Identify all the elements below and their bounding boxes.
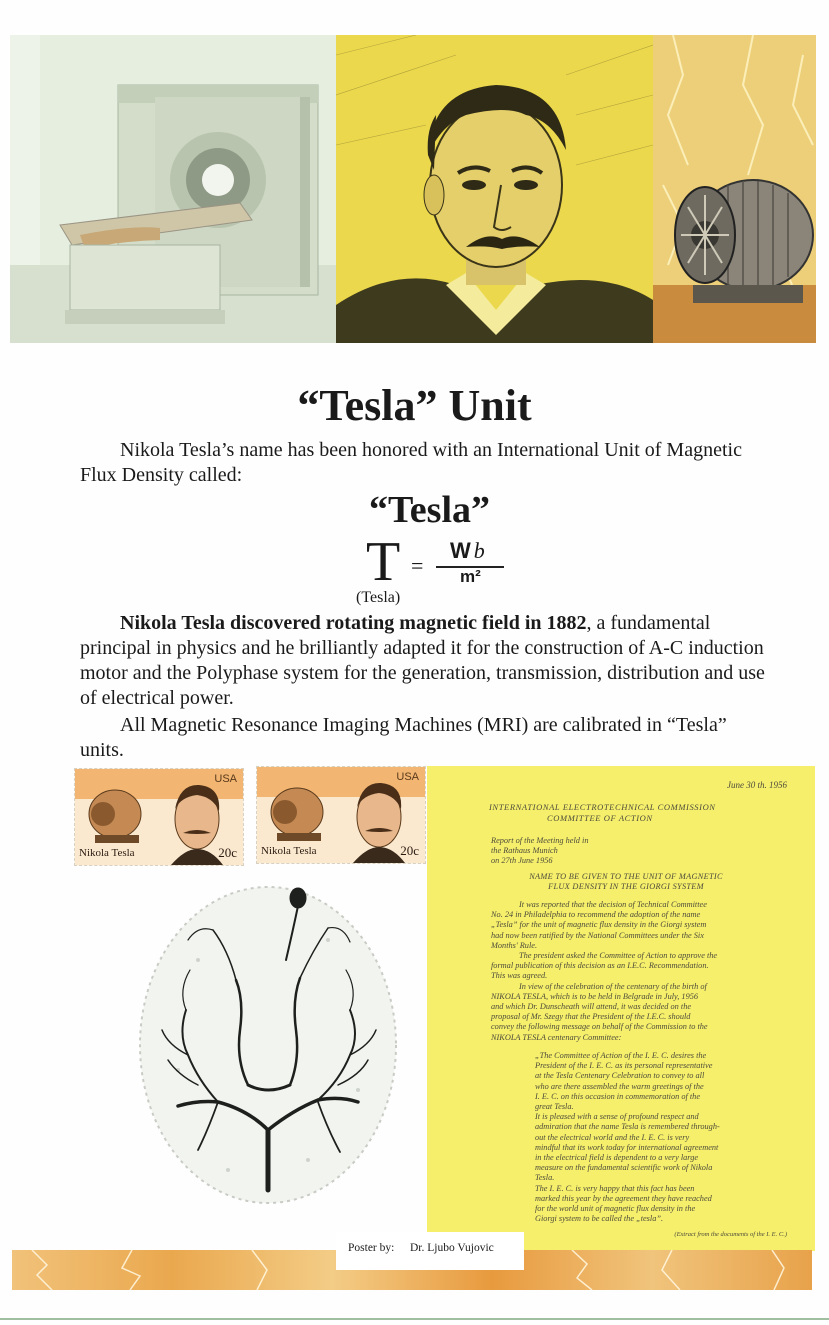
formula-equals: = (411, 553, 424, 578)
document-org-line2: COMMITTEE OF ACTION (547, 813, 653, 823)
quote-line: It is pleased with a sense of profound respect and (535, 1112, 699, 1122)
discovery-bold-text: Nikola Tesla discovered rotating magnetic field in 1882 (120, 612, 587, 634)
formula-symbol: T (366, 531, 401, 593)
postage-stamp (256, 766, 426, 864)
stamp-value: 20c (400, 843, 419, 858)
formula-numerator (450, 538, 485, 564)
mri-machine-photo (10, 35, 336, 343)
tesla-portrait (336, 35, 653, 343)
quote-line: out the electrical world and the I. E. C. is very (535, 1132, 690, 1142)
report-line: on 27th June 1956 (491, 856, 553, 866)
credit-label: Poster by: (348, 1242, 395, 1254)
bottom-rule (0, 1318, 829, 1320)
quote-line: mindful that its work today for international agreement (535, 1142, 719, 1152)
iec-document (427, 766, 815, 1251)
body-line: It was reported that the decision of Technical Committee (519, 900, 707, 909)
stamp-name: Nikola Tesla (79, 847, 135, 859)
document-date: June 30 th. 1956 (727, 780, 787, 790)
stamp-country: USA (396, 771, 419, 783)
stamp-country: USA (214, 773, 237, 785)
report-line: Report of the Meeting held in (491, 836, 589, 845)
quote-line: I. E. C. on this occasion in commemoration of the (535, 1091, 700, 1101)
brain-angiogram-image (118, 870, 418, 1210)
body-line: Months' Rule. (491, 940, 538, 950)
formula-denominator: m² (460, 567, 481, 586)
induction-motor-photo (653, 35, 816, 343)
report-line: the Rathaus Munich (491, 846, 558, 856)
quote-line: Tesla. (535, 1173, 555, 1183)
document-footer: (Extract from the documents of the I. E. C.) (674, 1231, 787, 1238)
poster-credit (336, 1232, 524, 1270)
quote-line: marked this year by the agreement they have reached (535, 1193, 712, 1203)
body-line: In view of the celebration of the centenary of the birth of (519, 981, 707, 991)
heading-line: FLUX DENSITY IN THE GIORGI SYSTEM (548, 882, 704, 892)
quote-line: in the electrical field is dependent to a very large (535, 1153, 699, 1163)
intro-text: Nikola Tesla’s name has been honored with an International Unit of Magnetic Flux Density called: (80, 439, 742, 486)
credit-name: Dr. Ljubo Vujovic (410, 1242, 494, 1254)
formula-numerator-main: W (450, 538, 471, 563)
document-quote (535, 1051, 785, 1224)
heading-line: NAME TO BE GIVEN TO THE UNIT OF MAGNETIC (529, 872, 723, 881)
unit-name: “Tesla” (368, 489, 491, 531)
body-line: formal publication of this decision as an I.E.C. Recommendation. (491, 961, 709, 971)
quote-line: who are there assembled the warm greetings of the (535, 1081, 704, 1091)
stamp-name: Nikola Tesla (261, 845, 317, 857)
intro-paragraph (80, 438, 760, 488)
discovery-paragraph (80, 611, 770, 711)
body-line: „Tesla” for the unit of magnetic flux density in the Giorgi system (491, 920, 707, 930)
body-line: NIKOLA TESLA centenary Committee: (491, 1032, 622, 1042)
quote-line: measure on the fundamental scientific work of Nikola (535, 1163, 713, 1173)
quote-line: President of the I. E. C. as its personal representative (535, 1061, 713, 1071)
quote-line: admiration that the name Tesla is remembered through- (535, 1122, 720, 1132)
body-line: This was agreed. (491, 971, 548, 981)
body-line: proposal of Mr. Szegy that the President of the I.E.C. should (491, 1012, 691, 1022)
mri-text: All Magnetic Resonance Imaging Machines (MRI) are calibrated in “Tesla” units. (80, 714, 727, 761)
document-report (491, 836, 588, 867)
quote-line: at the Tesla Centenary Celebration to convey to all (535, 1071, 705, 1081)
quote-line: „The Committee of Action of the I. E. C. desires the (535, 1051, 707, 1060)
body-line: The president asked the Committee of Action to approve the (519, 951, 718, 961)
document-body (491, 900, 791, 1043)
quote-line: great Tesla. (535, 1102, 574, 1112)
postage-stamp (74, 768, 244, 866)
body-line: and which Dr. Dunscheath will attend, it was decided on the (491, 1002, 692, 1012)
body-line: convey the following message on behalf of the Commission to the (491, 1022, 708, 1032)
body-line: NIKOLA TESLA, which is to be held in Belgrade in July, 1956 (491, 991, 699, 1001)
discovery-rest-text: , a fundamental principal in physics and he brilliantly adapted it for the construction of A-C induction motor and the Polyphase system for the generation, transmission, distribution and use of electrical power. (80, 612, 765, 709)
document-org-line1: INTERNATIONAL ELECTROTECHNICAL COMMISSION (489, 802, 716, 812)
body-line: No. 24 in Philadelphia to recommend the adoption of the name (491, 910, 701, 920)
quote-line: The I. E. C. is very happy that this fact has been (535, 1183, 695, 1193)
quote-line: for the world unit of magnetic flux density in the (535, 1204, 696, 1214)
formula-symbol-label: (Tesla) (356, 589, 401, 606)
stamp-value: 20c (218, 845, 237, 860)
page-title: “Tesla” Unit (297, 381, 532, 430)
body-line: had now been ratified by the National Committees under the Six (491, 930, 704, 940)
document-heading (491, 872, 761, 892)
quote-line: Giorgi system to be called the „tesla”. (535, 1214, 664, 1224)
formula-numerator-sub: b (473, 538, 485, 563)
mri-paragraph (80, 713, 770, 763)
